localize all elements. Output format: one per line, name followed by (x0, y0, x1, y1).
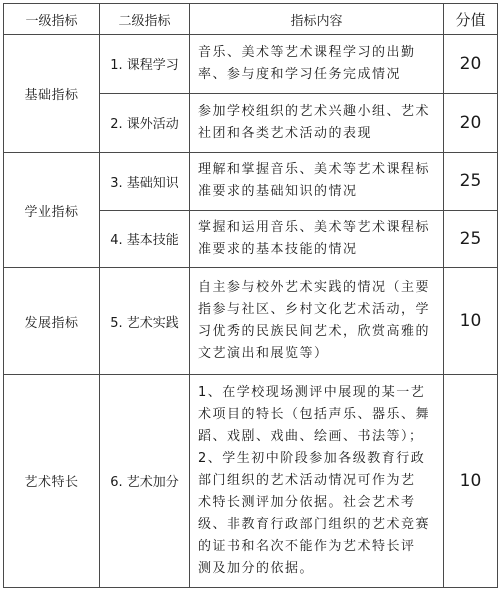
score-value: 25 (444, 210, 498, 268)
primary-indicator: 艺术特长 (4, 374, 100, 587)
score-value: 20 (444, 35, 498, 94)
evaluation-table (3, 3, 498, 588)
content-line: 测及加分的依据。 (198, 560, 315, 576)
table-row (4, 152, 498, 210)
primary-indicator: 发展指标 (4, 268, 100, 375)
content-line: 1、在学校现场测评中展现的某一艺 (198, 384, 426, 400)
indicator-content (190, 93, 444, 152)
secondary-indicator: 3. 基础知识 (100, 152, 190, 210)
content-line: 部门组织的艺术活动情况可作为艺 (198, 472, 416, 488)
score-value: 20 (444, 93, 498, 152)
table-body (4, 35, 498, 588)
content-line: 术特长测评加分依据。社会艺术考 (198, 494, 416, 510)
header-content: 指标内容 (190, 4, 444, 35)
indicator-content (190, 268, 444, 375)
content-line: 准要求的基础知识的情况 (198, 184, 358, 200)
content-line: 级、非教育行政部门组织的艺术竞赛 (198, 516, 431, 532)
secondary-indicator: 2. 课外活动 (100, 93, 190, 152)
content-line: 掌握和运用音乐、美术等艺术课程标 (198, 219, 431, 235)
header-score: 分值 (444, 4, 498, 35)
content-line: 准要求的基本技能的情况 (198, 241, 358, 257)
indicator-content (190, 210, 444, 268)
content-line: 指参与社区、乡村文化艺术活动，学 (198, 302, 431, 318)
indicator-content (190, 35, 444, 94)
secondary-indicator: 6. 艺术加分 (100, 374, 190, 587)
table-row (4, 374, 498, 587)
primary-indicator: 基础指标 (4, 35, 100, 153)
header-primary: 一级指标 (4, 4, 100, 35)
content-line: 参加学校组织的艺术兴趣小组、艺术 (198, 103, 431, 119)
table-row (4, 35, 498, 94)
indicator-content (190, 152, 444, 210)
content-line: 文艺演出和展览等） (198, 346, 329, 362)
content-line: 音乐、美术等艺术课程学习的出勤 (198, 44, 416, 60)
score-value: 10 (444, 268, 498, 375)
content-line: 蹈、戏剧、戏曲、绘画、书法等）； (198, 428, 424, 444)
content-line: 率、参与度和学习任务完成情况 (198, 66, 402, 82)
secondary-indicator: 1. 课程学习 (100, 35, 190, 94)
indicator-content (190, 374, 444, 587)
content-line: 理解和掌握音乐、美术等艺术课程标 (198, 162, 431, 178)
content-line: 术项目的特长（包括声乐、器乐、舞 (198, 406, 431, 422)
secondary-indicator: 4. 基本技能 (100, 210, 190, 268)
content-line: 社团和各类艺术活动的表现 (198, 125, 373, 141)
content-line: 的证书和名次不能作为艺术特长评 (198, 538, 416, 554)
header-row (4, 4, 498, 35)
primary-indicator: 学业指标 (4, 152, 100, 268)
content-line: 自主参与校外艺术实践的情况（主要 (198, 280, 431, 296)
secondary-indicator: 5. 艺术实践 (100, 268, 190, 375)
score-value: 25 (444, 152, 498, 210)
header-secondary: 二级指标 (100, 4, 190, 35)
score-value: 10 (444, 374, 498, 587)
content-line: 2、学生初中阶段参加各级教育行政 (198, 450, 426, 466)
table-row (4, 268, 498, 375)
content-line: 习优秀的民族民间艺术，欣赏高雅的 (198, 324, 431, 340)
